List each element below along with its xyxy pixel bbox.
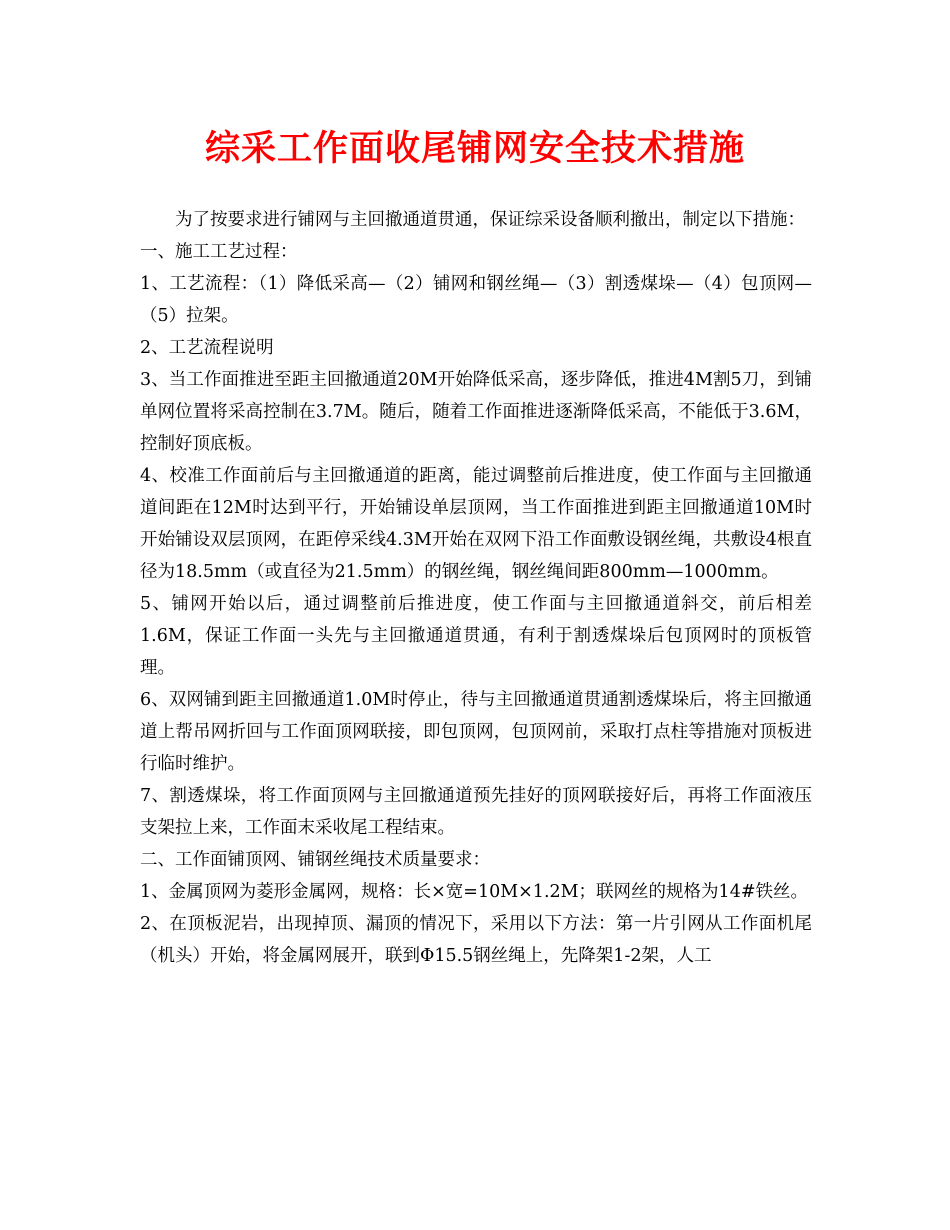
paragraph-1-2: 2、工艺流程说明 [140, 338, 274, 358]
paragraph-1-3: 3、当工作面推进至距主回撤通道20M开始降低采高，逐步降低，推进4M割5刀，到铺单网位置将采高控制在3.7M。随后，随着工作面推进逐渐降低采高，不能低于3.6M，控制好顶底板。 [140, 370, 812, 454]
paragraph-1-5: 5、铺网开始以后，通过调整前后推进度，使工作面与主回撤通道斜交，前后相差1.6M，保证工作面一头先与主回撤通道贯通，有利于割透煤垛后包顶网时的顶板管理。 [140, 594, 812, 678]
section-heading-1: 一、施工工艺过程： [140, 242, 298, 262]
intro-paragraph: 为了按要求进行铺网与主回撤通道贯通，保证综采设备顺利撤出，制定以下措施： [175, 210, 805, 230]
paragraph-1-6: 6、双网铺到距主回撤通道1.0M时停止，待与主回撤通道贯通割透煤垛后，将主回撤通道上帮吊网折回与工作面顶网联接，即包顶网，包顶网前，采取打点柱等措施对顶板进行临时维护。 [140, 690, 812, 774]
document-body [140, 204, 812, 972]
paragraph-1-1: 1、工艺流程：（1）降低采高—（2）铺网和钢丝绳—（3）割透煤垛—（4）包顶网—（5）拉架。 [140, 274, 812, 326]
section-heading-2: 二、工作面铺顶网、铺钢丝绳技术质量要求： [140, 850, 490, 870]
paragraph-1-7: 7、割透煤垛，将工作面顶网与主回撤通道预先挂好的顶网联接好后，再将工作面液压支架拉上来，工作面末采收尾工程结束。 [140, 786, 812, 838]
paragraph-2-1: 1、金属顶网为菱形金属网，规格：长×宽=10M×1.2M；联网丝的规格为14#铁丝。 [140, 882, 808, 902]
paragraph-1-4: 4、校准工作面前后与主回撤通道的距离，能过调整前后推进度，使工作面与主回撤通道间距在12M时达到平行，开始铺设单层顶网，当工作面推进到距主回撤通道10M时开始铺设双层顶网，在距停采线4.3M开始在双网下沿工作面敷设钢丝绳，共敷设4根直径为18.5mm（或直径为21.5mm）的钢丝绳，钢丝绳间距800mm—1000mm。 [140, 466, 812, 582]
document-title: 综采工作面收尾铺网安全技术措施 [204, 128, 745, 169]
paragraph-2-2: 2、在顶板泥岩，出现掉顶、漏顶的情况下，采用以下方法：第一片引网从工作面机尾（机头）开始，将金属网展开，联到Φ15.5钢丝绳上，先降架1-2架，人工 [140, 914, 812, 966]
